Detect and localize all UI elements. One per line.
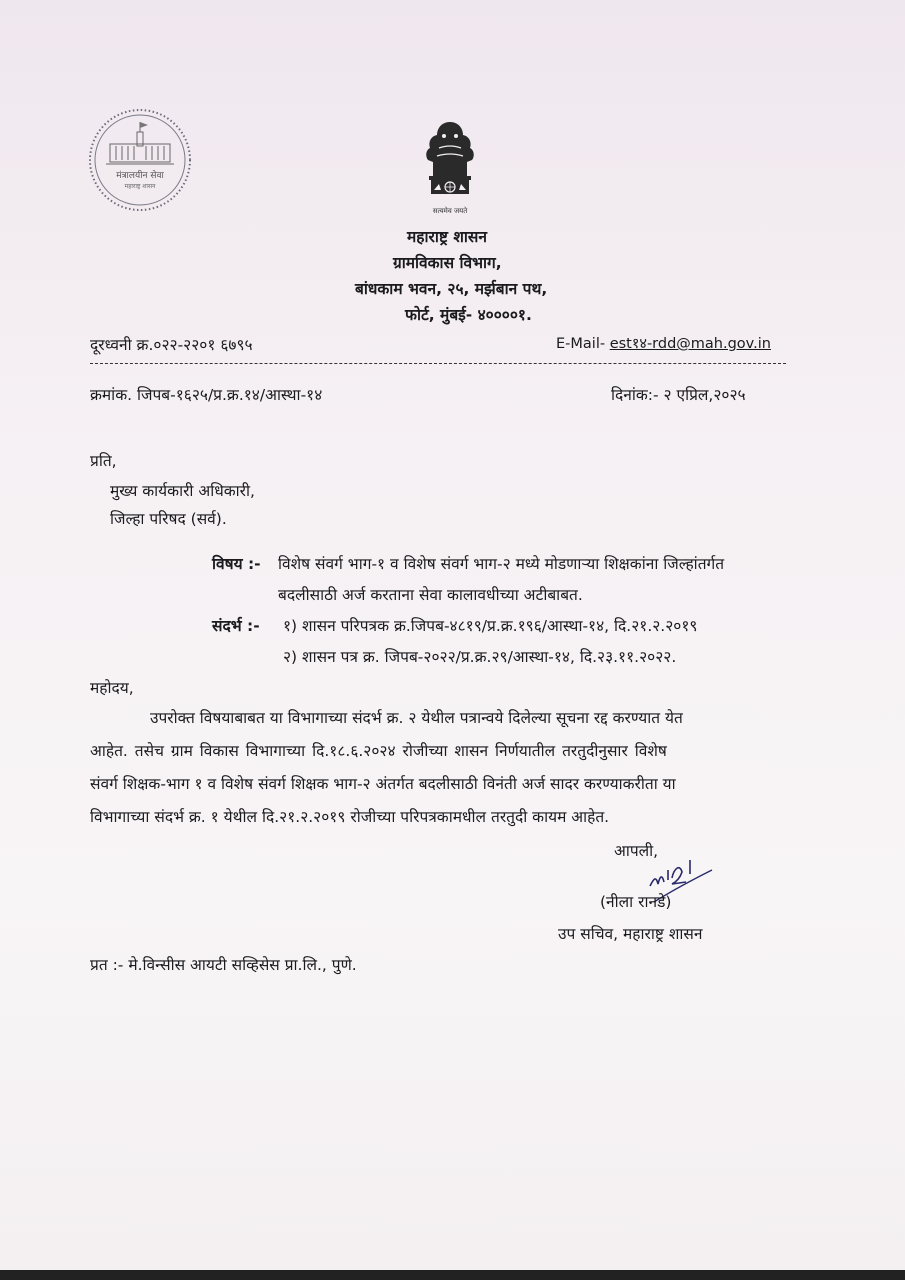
scan-bottom-edge (0, 1270, 905, 1280)
emblem-motto: सत्यमेव जयते (432, 207, 468, 215)
office-stamp (88, 108, 192, 212)
letterhead-line1: महाराष्ट्र शासन (407, 228, 487, 246)
reference-number: क्रमांक. जिपब-१६२५/प्र.क्र.१४/आस्था-१४ (90, 386, 323, 404)
body-line-3: संवर्ग शिक्षक-भाग १ व विशेष संवर्ग शिक्षक भाग-२ अंतर्गत बदलीसाठी विनंती अर्ज सादर करण्याकरीता या (90, 775, 676, 793)
body-line-2: आहेत. तसेच ग्राम विकास विभागाच्या दि.१८.६.२०२४ रोजीच्या शासन निर्णयातील तरतुदीनुसार विशेष (90, 742, 667, 760)
stamp-subtext: महाराष्ट्र शासन (124, 183, 156, 190)
subject-label: विषय :- (212, 555, 261, 573)
recipient-prefix: प्रति, (90, 452, 117, 470)
letterhead-line4: फोर्ट, मुंबई- ४००००१. (405, 306, 532, 324)
email-label: E-Mail- (556, 336, 606, 352)
copy-to: प्रत :- मे.विन्सीस आयटी सव्हिसेस प्रा.लि., पुणे. (90, 956, 357, 974)
references-label: संदर्भ :- (212, 617, 260, 635)
national-emblem-icon (415, 118, 485, 218)
salutation: महोदय, (90, 679, 134, 697)
letter-date: दिनांक:- २ एप्रिल,२०२५ (611, 386, 746, 404)
stamp-text: मंत्रालयीन सेवा (116, 171, 164, 181)
email-block (556, 333, 771, 353)
subject-line2: बदलीसाठी अर्ज करताना सेवा कालावधीच्या अटीबाबत. (278, 586, 583, 604)
email-link[interactable]: est१४-rdd@mah.gov.in (609, 336, 771, 352)
signatory-name: (नीला रानडे) (600, 893, 672, 911)
divider (90, 363, 786, 364)
reference-item-1: १) शासन परिपत्रक क्र.जिपब-४८१९/प्र.क्र.१९६/आस्था-१४, दि.२१.२.२०१९ (283, 617, 698, 635)
phone-number: दूरध्वनी क्र.०२२-२२०१ ६७९५ (90, 336, 253, 354)
letterhead-line2: ग्रामविकास विभाग, (393, 254, 502, 272)
letterhead-line3: बांधकाम भवन, २५, मर्झबान पथ, (355, 280, 548, 298)
body-line-4: विभागाच्या संदर्भ क्र. १ येथील दि.२१.२.२०१९ रोजीच्या परिपत्रकामधील तरतुदी कायम आहेत. (90, 808, 610, 826)
body-line-1: उपरोक्त विषयाबाबत या विभागाच्या संदर्भ क्र. २ येथील पत्रान्वये दिलेल्या सूचना रद्द करण्यात येत (150, 709, 683, 727)
recipient-line1: मुख्य कार्यकारी अधिकारी, (110, 482, 255, 500)
reference-item-2: २) शासन पत्र क्र. जिपब-२०२२/प्र.क्र.२९/आस्था-१४, दि.२३.११.२०२२. (283, 648, 677, 666)
signature-closing: आपली, (614, 842, 659, 860)
recipient-line2: जिल्हा परिषद (सर्व). (110, 510, 227, 528)
subject-line1: विशेष संवर्ग भाग-१ व विशेष संवर्ग भाग-२ मध्ये मोडणाऱ्या शिक्षकांना जिल्हांतर्गत (278, 555, 725, 573)
signatory-designation: उप सचिव, महाराष्ट्र शासन (558, 925, 703, 943)
